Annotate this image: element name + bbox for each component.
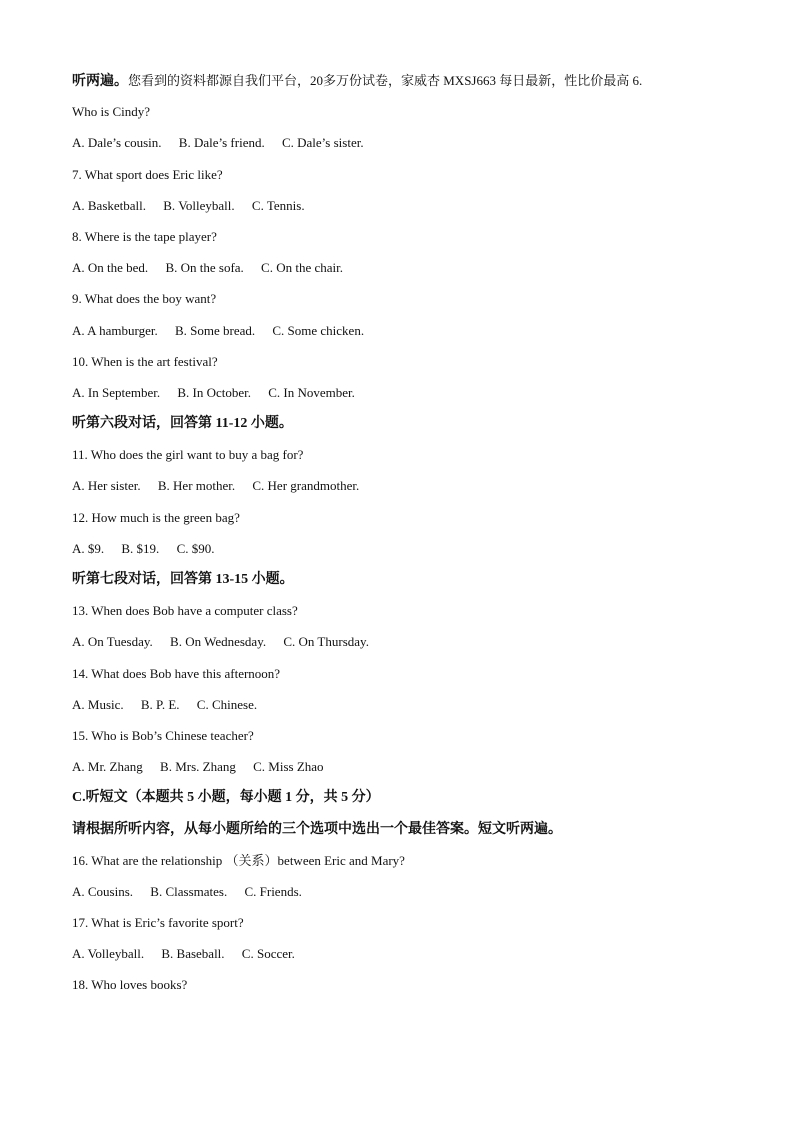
question-stem: 14. What does Bob have this afternoon?: [72, 665, 281, 681]
option-c: C. Her grandmother.: [252, 478, 360, 494]
section-heading: C.听短文（本题共 5 小题，每小题 1 分，共 5 分）: [72, 790, 380, 806]
section-heading: 听第七段对话，回答第 13-15 小题。: [72, 572, 294, 587]
header-lead: 听两遍。: [72, 74, 128, 89]
option-a: A. $9.: [72, 540, 105, 556]
option-a: A. Volleyball.: [72, 946, 145, 962]
question-options: [72, 382, 752, 413]
question-options: [72, 320, 752, 351]
option-c: C. Tennis.: [251, 197, 305, 213]
question-options: [72, 195, 752, 226]
question-stem: Who is Cindy?: [72, 104, 150, 120]
question-stem: 17. What is Eric’s favorite sport?: [72, 915, 244, 931]
option-a: A. Cousins.: [72, 883, 134, 899]
section-heading: 听第六段对话，回答第 11-12 小题。: [72, 416, 293, 432]
option-a: A. On Tuesday.: [72, 634, 153, 650]
option-b: B. In October.: [177, 384, 251, 400]
question-stem: 16. What are the relationship （关系）between Eric and Mary?: [72, 852, 405, 868]
option-b: B. Classmates.: [150, 883, 228, 899]
question-stem: 13. When does Bob have a computer class?: [72, 603, 298, 619]
question-options: [72, 257, 752, 288]
option-c: C. Dale’s sister.: [281, 135, 364, 151]
option-c: C. Miss Zhao: [253, 759, 324, 775]
question-stem: 18. Who loves books?: [72, 977, 188, 993]
option-b: B. Some bread.: [174, 322, 256, 338]
option-a: A. On the bed.: [72, 260, 149, 276]
question-stem: 7. What sport does Eric like?: [72, 166, 223, 182]
option-b: B. Her mother.: [157, 478, 236, 494]
question-stem: 11. Who does the girl want to buy a bag for?: [72, 447, 304, 463]
question-options: [72, 694, 752, 725]
question-options: [72, 631, 752, 662]
option-b: B. Baseball.: [161, 946, 225, 962]
option-a: A. Mr. Zhang: [72, 759, 143, 775]
document-page: [72, 70, 752, 1006]
question-stem: 9. What does the boy want?: [72, 291, 217, 307]
question-options: [72, 943, 752, 974]
option-b: B. Volleyball.: [163, 197, 235, 213]
question-options: [72, 538, 752, 569]
option-a: A. Music.: [72, 696, 124, 712]
option-b: B. Mrs. Zhang: [160, 759, 236, 775]
option-c: C. Chinese.: [196, 696, 258, 712]
header-line: [72, 70, 752, 101]
option-a: A. Her sister.: [72, 478, 141, 494]
question-options: [72, 475, 752, 506]
option-a: A. Dale’s cousin.: [72, 135, 162, 151]
option-b: B. P. E.: [140, 696, 180, 712]
option-b: B. Dale’s friend.: [178, 135, 265, 151]
option-b: B. On the sofa.: [165, 260, 244, 276]
question-stem: 12. How much is the green bag?: [72, 509, 240, 525]
question-stem: 10. When is the art festival?: [72, 353, 218, 369]
option-c: C. Some chicken.: [272, 322, 365, 338]
question-options: [72, 881, 752, 912]
option-a: A. A hamburger.: [72, 322, 158, 338]
question-stem: 8. Where is the tape player?: [72, 228, 217, 244]
option-b: B. On Wednesday.: [170, 634, 267, 650]
option-c: C. Friends.: [244, 883, 302, 899]
option-c: C. In November.: [268, 384, 355, 400]
option-b: B. $19.: [121, 540, 160, 556]
option-c: C. $90.: [176, 540, 215, 556]
option-a: A. Basketball.: [72, 197, 147, 213]
option-c: C. Soccer.: [241, 946, 295, 962]
question-options: [72, 132, 752, 163]
option-c: C. On the chair.: [261, 260, 344, 276]
header-rest: 您看到的资料都源自我们平台，20多万份试卷，家威杏 MXSJ663 每日最新，性比价最高 6.: [128, 73, 643, 88]
option-a: A. In September.: [72, 384, 161, 400]
section-instructions: 请根据所听内容，从每小题所给的三个选项中选出一个最佳答案。短文听两遍。: [72, 821, 562, 837]
question-stem: 15. Who is Bob’s Chinese teacher?: [72, 727, 254, 743]
question-options: [72, 756, 752, 787]
option-c: C. On Thursday.: [283, 634, 369, 650]
